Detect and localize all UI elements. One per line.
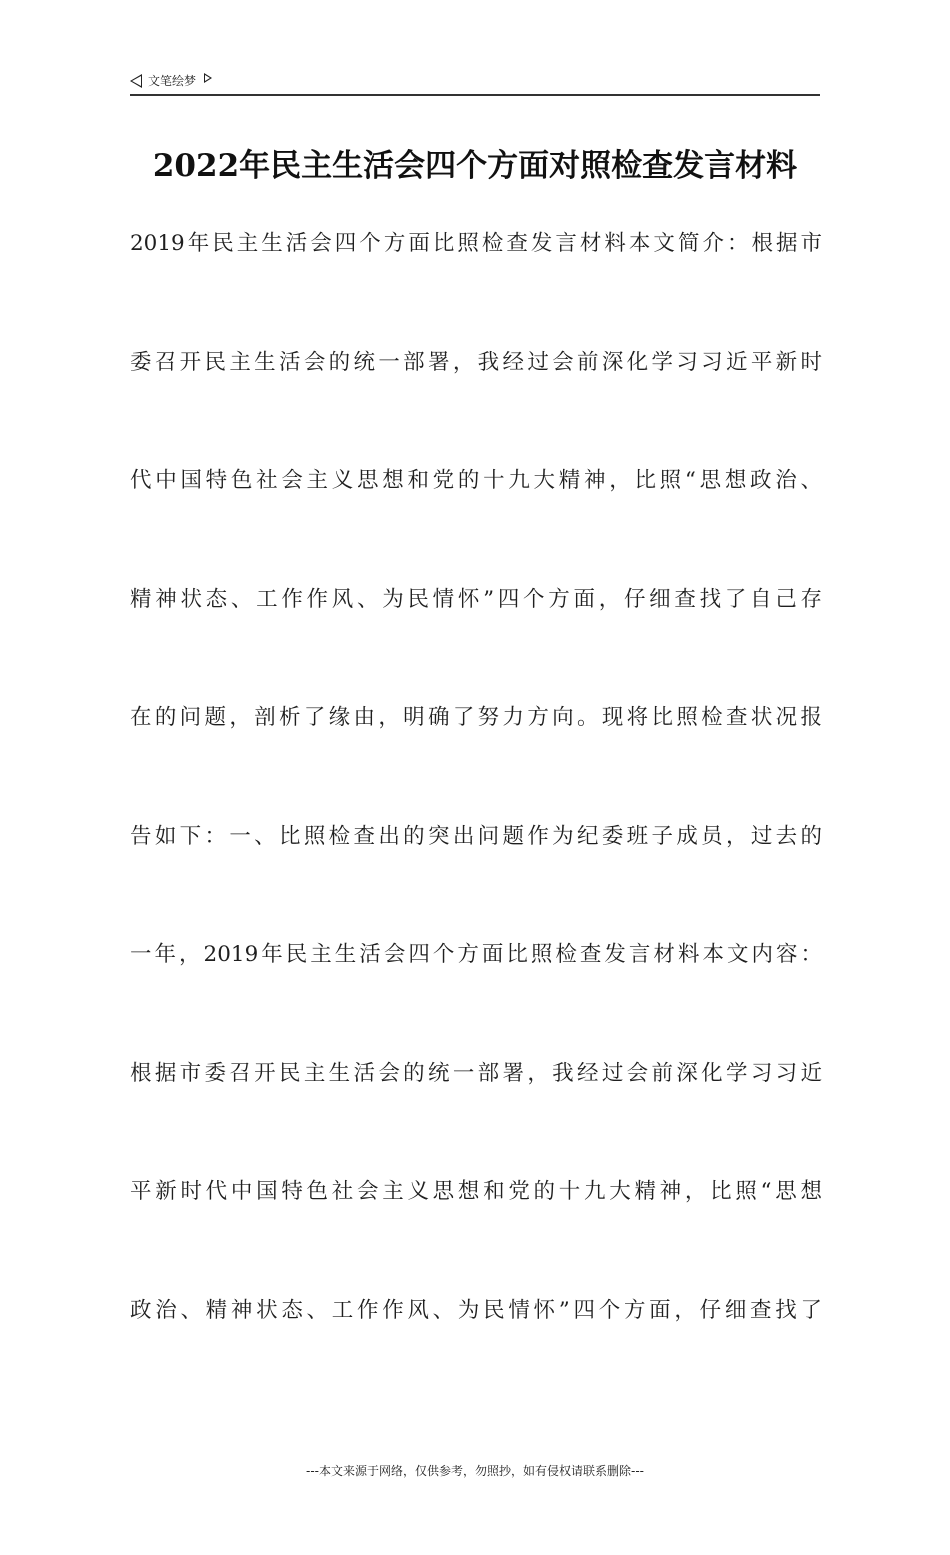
body-line: 2019年民主生活会四个方面比照检查发言材料本文简介：根据市 [130, 231, 822, 256]
page-footer: ---本文来源于网络，仅供参考，勿照抄，如有侵权请联系删除--- [306, 1464, 644, 1478]
page-header [130, 70, 820, 96]
triangle-right-icon [204, 73, 212, 83]
body-line: 政治、精神状态、工作作风、为民情怀”四个方面，仔细查找了 [130, 1297, 822, 1323]
body-line: 精神状态、工作作风、为民情怀”四个方面，仔细查找了自己存 [130, 586, 822, 612]
body-line: 平新时代中国特色社会主义思想和党的十九大精神，比照“思想 [130, 1179, 822, 1204]
body-line: 在的问题，剖析了缘由，明确了努力方向。现将比照检查状况报 [130, 705, 822, 730]
body-line: 委召开民主生活会的统一部署，我经过会前深化学习习近平新时 [130, 349, 822, 375]
document-body [130, 226, 822, 1411]
header-brand-group [130, 72, 212, 89]
body-line: 一年，2019年民主生活会四个方面比照检查发言材料本文内容： [130, 942, 822, 967]
body-line: 告如下：一、比照检查出的突出问题作为纪委班子成员，过去的 [130, 823, 822, 849]
body-line: 代中国特色社会主义思想和党的十九大精神，比照“思想政治、 [130, 468, 822, 493]
document-title: 2022年民主生活会四个方面对照检查发言材料 [152, 148, 798, 184]
header-brand: 文笔绘梦 [148, 74, 197, 88]
body-line: 根据市委召开民主生活会的统一部署，我经过会前深化学习习近 [130, 1060, 822, 1086]
triangle-left-icon [130, 74, 142, 88]
